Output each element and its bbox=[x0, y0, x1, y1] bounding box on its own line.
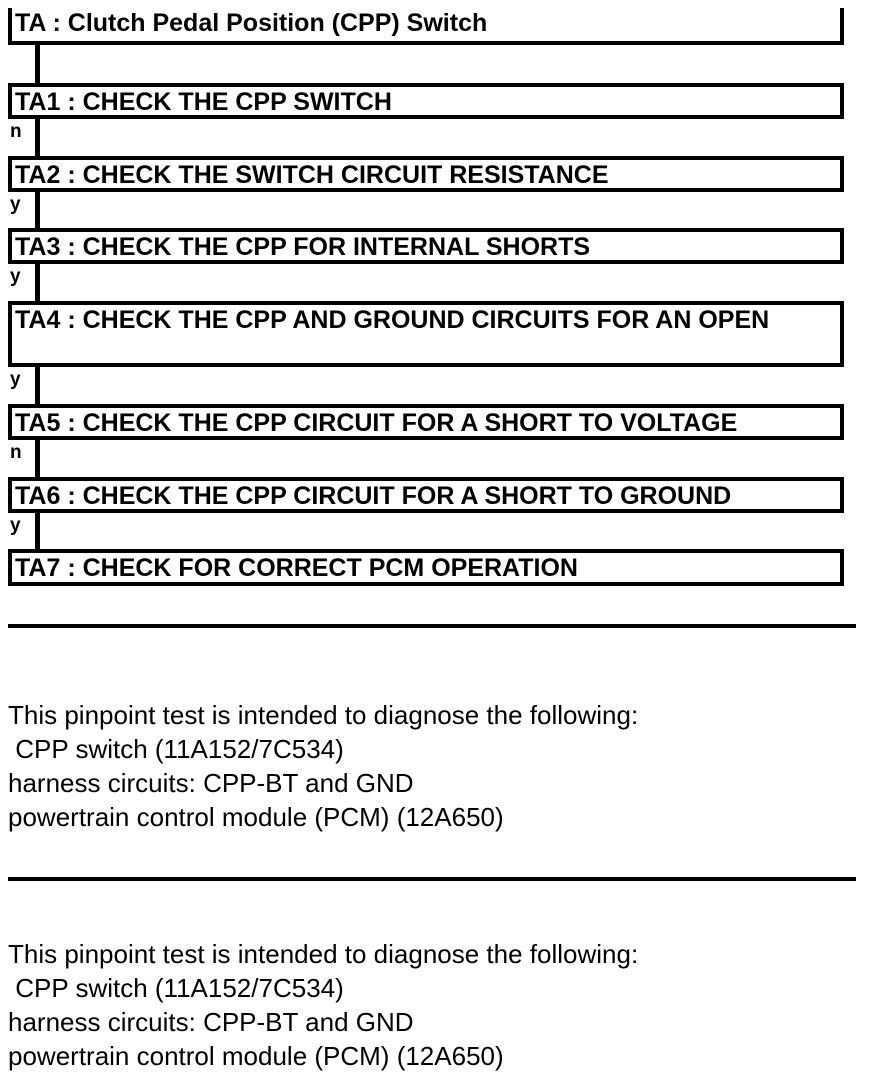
divider-2 bbox=[8, 877, 856, 881]
step-ta2[interactable] bbox=[8, 156, 844, 192]
step-ta1-label: TA1 : CHECK THE CPP SWITCH bbox=[15, 88, 392, 116]
step-ta4-label: TA4 : CHECK THE CPP AND GROUND CIRCUITS FOR AN OPEN bbox=[15, 306, 770, 334]
answer-ta3: y bbox=[10, 266, 21, 287]
connector-ta6-ta7 bbox=[35, 513, 40, 549]
description-2 bbox=[8, 937, 868, 1073]
connector-header-ta1 bbox=[35, 45, 40, 83]
step-ta7-label: TA7 : CHECK FOR CORRECT PCM OPERATION bbox=[15, 554, 578, 582]
step-ta1[interactable] bbox=[8, 83, 844, 119]
answer-ta6: y bbox=[10, 515, 21, 536]
answer-ta2: y bbox=[10, 194, 21, 215]
description-2-item-2: harness circuits: CPP-BT and GND bbox=[8, 1007, 414, 1037]
connector-ta4-ta5 bbox=[35, 367, 40, 404]
divider-1 bbox=[8, 624, 856, 628]
step-ta4[interactable] bbox=[8, 301, 844, 367]
description-2-item-3: powertrain control module (PCM) (12A650) bbox=[8, 1041, 504, 1071]
step-ta2-label: TA2 : CHECK THE SWITCH CIRCUIT RESISTANCE bbox=[15, 161, 609, 189]
step-ta3[interactable] bbox=[8, 228, 844, 264]
connector-ta1-ta2 bbox=[35, 119, 40, 156]
step-ta6-label: TA6 : CHECK THE CPP CIRCUIT FOR A SHORT TO GROUND bbox=[15, 482, 732, 510]
flowchart-header-title: TA : Clutch Pedal Position (CPP) Switch bbox=[15, 9, 488, 37]
answer-ta5: n bbox=[10, 442, 22, 463]
flowchart-header bbox=[8, 8, 844, 45]
description-1-item-2: harness circuits: CPP-BT and GND bbox=[8, 768, 414, 798]
step-ta5-label: TA5 : CHECK THE CPP CIRCUIT FOR A SHORT TO VOLTAGE bbox=[15, 409, 738, 437]
description-2-intro: This pinpoint test is intended to diagnose the following: bbox=[8, 939, 639, 969]
description-2-item-1: CPP switch (11A152/7C534) bbox=[8, 973, 344, 1003]
step-ta3-label: TA3 : CHECK THE CPP FOR INTERNAL SHORTS bbox=[15, 233, 591, 261]
description-1 bbox=[8, 698, 868, 834]
step-ta5[interactable] bbox=[8, 404, 844, 440]
connector-ta2-ta3 bbox=[35, 192, 40, 228]
answer-ta4: y bbox=[10, 369, 21, 390]
connector-ta3-ta4 bbox=[35, 264, 40, 301]
description-1-item-1: CPP switch (11A152/7C534) bbox=[8, 734, 344, 764]
step-ta7[interactable] bbox=[8, 549, 844, 586]
connector-ta5-ta6 bbox=[35, 440, 40, 477]
answer-ta1: n bbox=[10, 121, 22, 142]
description-1-item-3: powertrain control module (PCM) (12A650) bbox=[8, 802, 504, 832]
step-ta6[interactable] bbox=[8, 477, 844, 513]
description-1-intro: This pinpoint test is intended to diagnose the following: bbox=[8, 700, 639, 730]
